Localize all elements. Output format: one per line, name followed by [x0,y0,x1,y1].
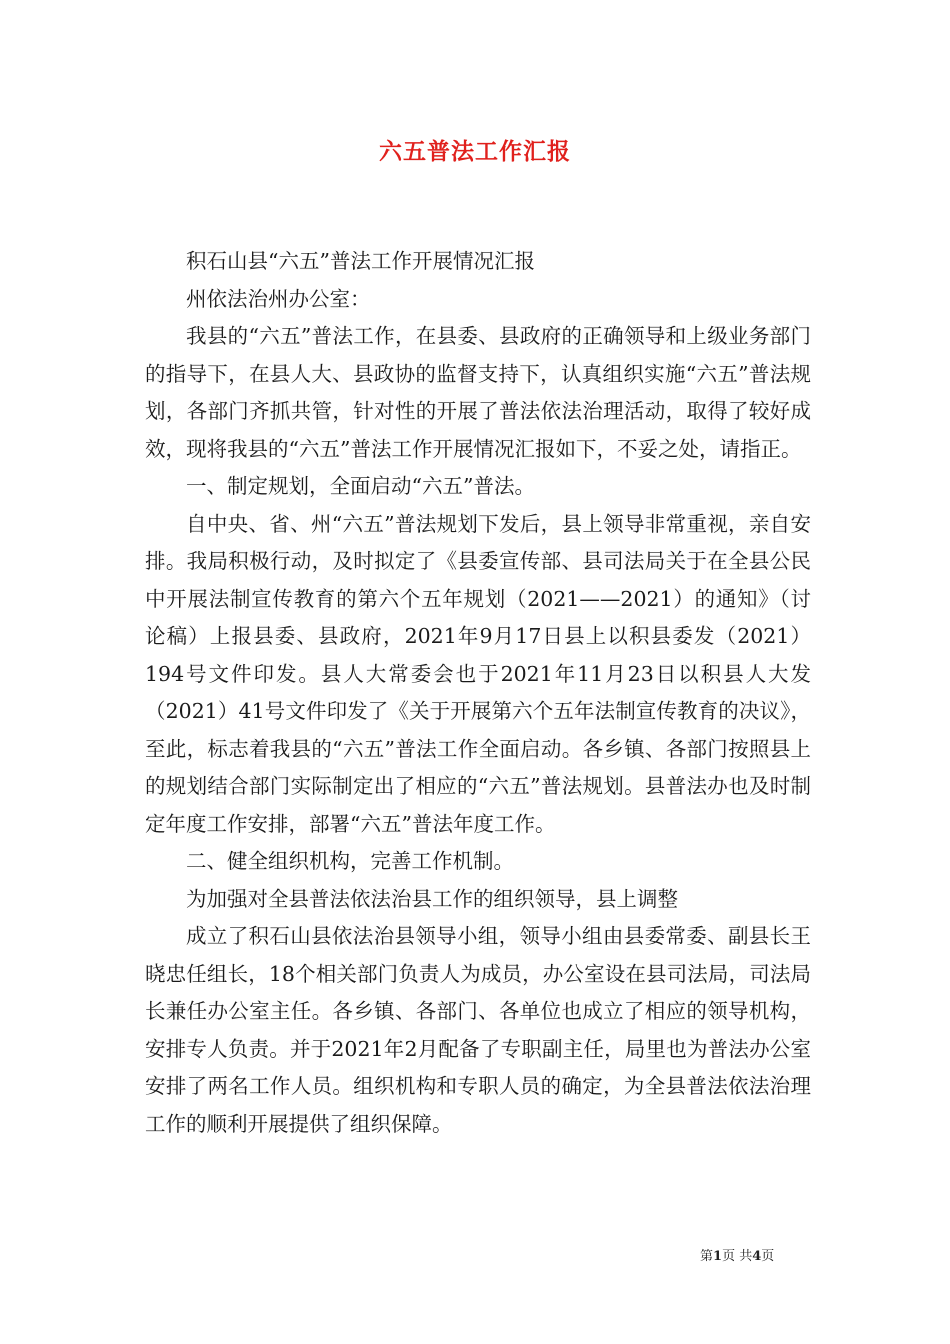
page-number-footer [700,1245,774,1264]
document-title: 六五普法工作汇报 [379,138,571,165]
document-body [145,243,811,1143]
intro-paragraph: 我县的“六五”普法工作，在县委、县政府的正确领导和上级业务部门的指导下，在县人大、县政协的监督支持下，认真组织实施“六五”普法规划，各部门齐抓共管，针对性的开展了普法依法治理活动，取得了较好成效，现将我县的“六五”普法工作开展情况汇报如下，不妥之处，请指正。 [145,324,811,461]
section-2-paragraph: 成立了积石山县依法治县领导小组，领导小组由县委常委、副县长王晓忠任组长，18个相关部门负责人为成员，办公室设在县司法局，司法局长兼任办公室主任。各乡镇、各部门、各单位也成立了相应的领导机构，安排专人负责。并于2021年2月配备了专职副主任，局里也为普法办公室安排了两名工作人员。组织机构和专职人员的确定，为全县普法依法治理工作的顺利开展提供了组织保障。 [145,924,811,1136]
report-heading: 积石山县“六五”普法工作开展情况汇报 [186,249,535,273]
footer-middle: 页 共 [722,1249,753,1264]
section-heading-2: 二、健全组织机构，完善工作机制。 [186,849,514,873]
salutation: 州依法治州办公室： [186,286,371,311]
footer-current-page: 1 [713,1249,723,1264]
footer-total-pages: 4 [752,1249,762,1264]
section-2-paragraph-lead: 为加强对全县普法依法治县工作的组织领导，县上调整 [186,886,678,911]
section-1-paragraph: 自中央、省、州“六五”普法规划下发后，县上领导非常重视，亲自安排。我局积极行动，及时拟定了《县委宣传部、县司法局关于在全县公民中开展法制宣传教育的第六个五年规划（2021——2021）的通知》（讨论稿）上报县委、县政府，2021年9月17日县上以积县委发（2021）194号文件印发。县人大常委会也于2021年11月23日以积县人大发（2021）41号文件印发了《关于开展第六个五年法制宣传教育的决议》，至此，标志着我县的“六五”普法工作全面启动。各乡镇、各部门按照县上的规划结合部门实际制定出了相应的“六五”普法规划。县普法办也及时制定年度工作安排，部署“六五”普法年度工作。 [145,511,811,836]
footer-prefix: 第 [700,1249,714,1264]
section-heading-1: 一、制定规划，全面启动“六五”普法。 [186,474,535,498]
footer-suffix: 页 [761,1249,775,1264]
